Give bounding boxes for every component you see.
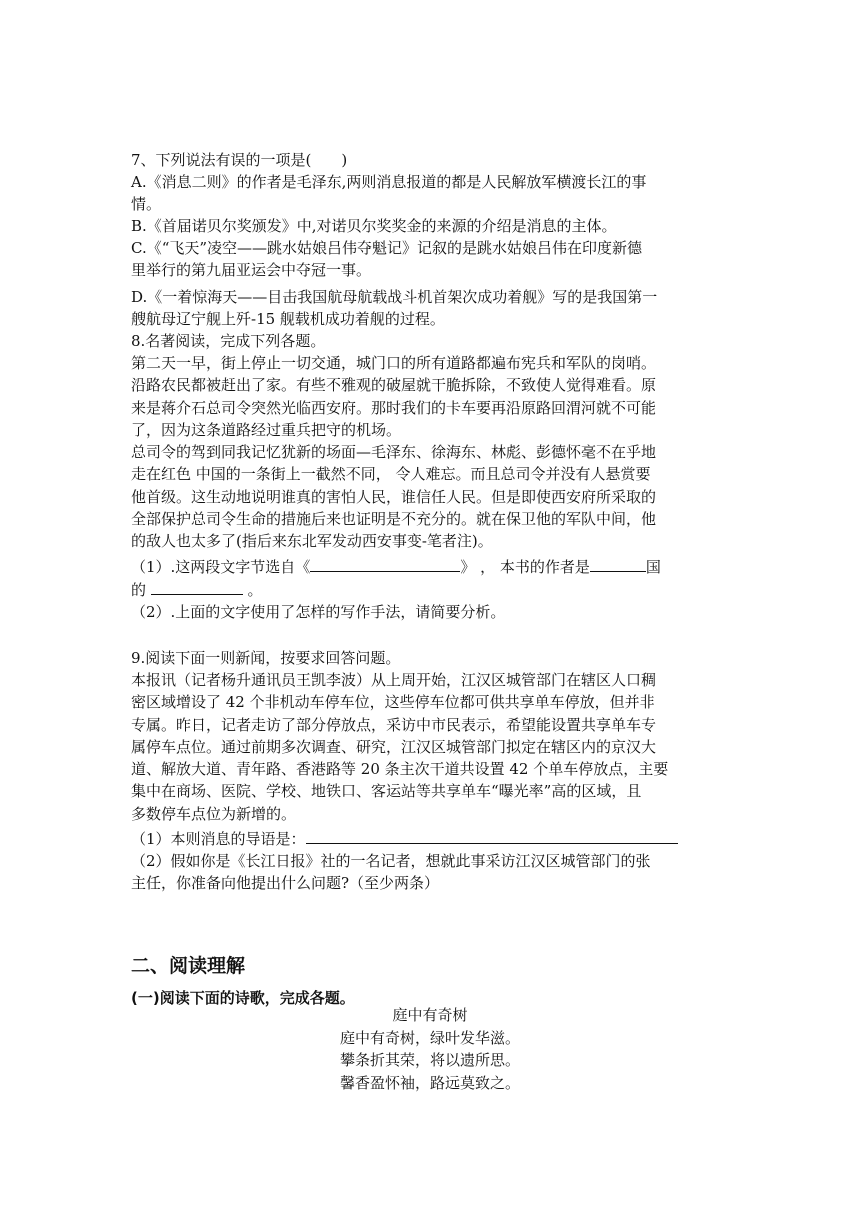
q8-line: 全部保护总司令生命的措施后来也证明是不充分的。就在保卫他的军队中间，他 [131,510,657,528]
q8-line: 总司令的驾到同我记忆犹新的场面—毛泽东、徐海东、林彪、彭德怀毫不在乎地 [131,443,657,461]
q8-line: 走在红色 中国的一条街上一截然不同， 令人难忘。而且总司令并没有人悬赏要 [131,465,651,483]
q8-sub1-text: 国 [645,558,661,576]
poem-line: 馨香盈怀袖，路远莫致之。 [339,1074,520,1092]
q9-sub2: （2）假如你是《长江日报》社的一名记者，想就此事采访江汉区城管部门的张 [131,852,651,870]
q9-sub1 [131,827,678,850]
q7-line: 里举行的第九届亚运会中夺冠一事。 [131,261,372,279]
q8-sub2: （2）.上面的文字使用了怎样的写作手法，请简要分析。 [131,603,506,621]
poem-line: 庭中有奇树，绿叶发华滋。 [339,1029,520,1047]
q7-line: B.《首届诺贝尔奖颁发》中,对诺贝尔奖奖金的来源的介绍是消息的主体。 [131,217,617,235]
q7-line: 情。 [131,195,162,213]
q8-sub1-text: 。 [242,581,263,599]
q8-line: 第二天一早，街上停止一切交通，城门口的所有道路都遍布宪兵和军队的岗哨。 [131,354,657,372]
q7-line: D.《一着惊海天——目击我国航母航载战斗机首架次成功着舰》写的是我国第一 [131,288,658,306]
q8-line: 他首级。这生动地说明谁真的害怕人民，谁信任人民。但是即使西安府所采取的 [131,488,657,506]
q7-line: 7、下列说法有误的一项是( ) [131,151,348,169]
q8-line: 8.名著阅读，完成下列各题。 [131,332,326,350]
q7-line: C.《“飞天”凌空——跳水姑娘吕伟夺魁记》记叙的是跳水姑娘吕伟在印度新德 [131,239,643,257]
poem-title: 庭中有奇树 [392,1006,468,1024]
q9-line: 本报讯（记者杨升通讯员王凯李波）从上周开始，江汉区城管部门在辖区人口稠 [131,671,657,689]
q8-sub1 [131,555,661,578]
q9-line: 多数停车点位为新增的。 [131,805,297,823]
q9-line: 属停车点位。通过前期多次调查、研究，江汉区城管部门拟定在辖区内的京汉大 [131,738,657,756]
q8-sub1-text: 的 [131,581,151,599]
q7-line: 艘航母辽宁舰上歼-15 舰载机成功着舰的过程。 [131,310,445,328]
q8-sub1-text: 》 ， 本书的作者是 [460,558,590,576]
section-subheading: (一)阅读下面的诗歌，完成各题。 [131,989,355,1007]
q8-line: 沿路农民都被赶出了家。有些不雅观的破屋就干脆拆除，不致使人觉得难看。原 [131,376,657,394]
q7-line: A.《消息二则》的作者是毛泽东,两则消息报道的都是人民解放军横渡长江的事 [131,173,647,191]
q8-line: 的敌人也太多了(指后来东北军发动西安事变-笔者注)。 [131,532,493,550]
q9-sub2: 主任，你准备向他提出什么问题?（至少两条） [131,874,440,892]
q9-line: 道、解放大道、青年路、香港路等 20 条主次干道共设置 42 个单车停放点，主要 [131,760,669,778]
q8-sub1-text: （1）.这两段文字节选自《 [131,558,311,576]
q9-line: 9.阅读下面一则新闻，按要求回答问题。 [131,649,401,667]
q8-sub1-line2 [131,578,263,601]
q9-line: 密区域增设了 42 个非机动车停车位，这些停车位都可供共享单车停放，但并非 [131,693,655,711]
author-country-blank[interactable] [590,555,646,572]
poem-line: 攀条折其荣，将以遗所思。 [339,1051,520,1069]
book-title-blank[interactable] [310,555,460,572]
lead-answer-blank[interactable] [306,827,678,844]
q9-line: 专属。昨日，记者走访了部分停放点，采访中市民表示，希望能设置共享单车专 [131,716,657,734]
q8-line: 来是蒋介石总司令突然光临西安府。那时我们的卡车要再沿原路回渭河就不可能 [131,399,657,417]
section-heading: 二、阅读理解 [131,955,246,977]
q9-sub1-text: （1）本则消息的导语是： [131,830,306,848]
q8-line: 了，因为这条道路经过重兵把守的机场。 [131,421,402,439]
author-name-blank[interactable] [151,578,243,595]
q9-line: 集中在商场、医院、学校、地铁口、客运站等共享单车“曝光率”高的区域，且 [131,782,642,800]
